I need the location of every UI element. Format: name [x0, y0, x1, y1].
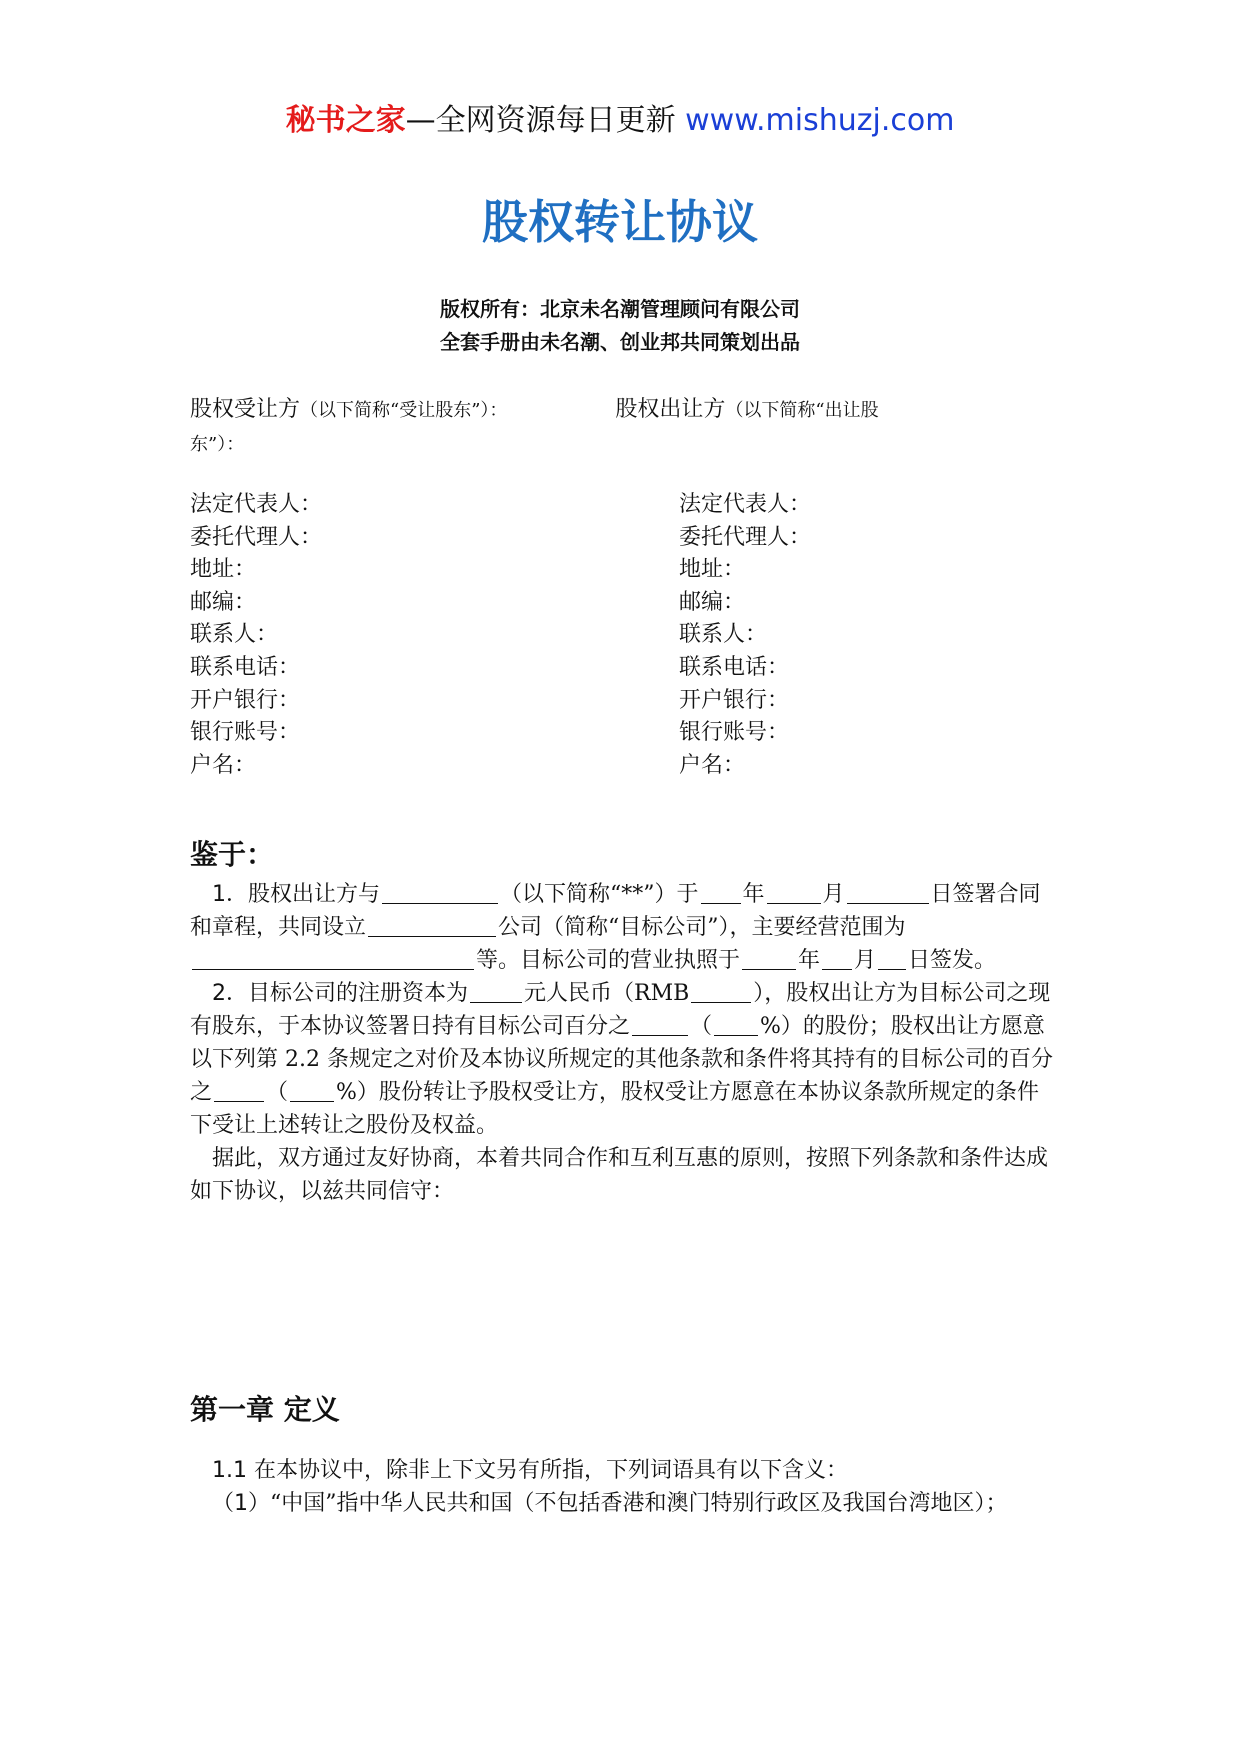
recitals-body: [190, 878, 1060, 1208]
transferor-label: 股权出让方: [615, 397, 726, 422]
field-account: 银行账号：: [190, 720, 301, 746]
field-address: 地址：: [190, 557, 257, 583]
field-address: 地址：: [679, 557, 746, 583]
blank-field[interactable]: [714, 1011, 758, 1036]
blank-field[interactable]: [822, 945, 852, 970]
blank-field[interactable]: [470, 978, 522, 1003]
field-phone: 联系电话：: [190, 654, 301, 680]
field-legal-rep: 法定代表人：: [190, 492, 323, 517]
transferee-label: 股权受让方: [190, 397, 301, 422]
recital-paragraph-1: 1．股权出让方与 （以下简称“**”）于 年 月 日签署合同和章程，共同设立 公司（简称“目标公司”），主要经营范围为等。目标公司的营业执照于 年 月 日签发。: [190, 878, 1060, 977]
blank-field[interactable]: [214, 1077, 264, 1102]
definition-item-1: （1）“中国”指中华人民共和国（不包括香港和澳门特别行政区及我国台湾地区）；: [212, 1491, 1008, 1516]
banner-url-link[interactable]: www.mishuzj.com: [685, 103, 955, 138]
site-banner: [0, 101, 1240, 141]
field-postcode: 邮编：: [679, 589, 746, 615]
blank-field[interactable]: [847, 879, 929, 904]
recital-paragraph-3: 据此，双方通过友好协商，本着共同合作和互利互惠的原则，按照下列条款和条件达成如下协议，以兹共同信守：: [190, 1146, 1049, 1204]
field-agent: 委托代理人：: [190, 524, 323, 550]
copyright-block: [0, 293, 1240, 359]
field-contact: 联系人：: [190, 622, 279, 648]
field-bank: 开户银行：: [679, 687, 790, 713]
transferor-abbr-1: （以下简称“出让股: [725, 400, 879, 421]
blank-field[interactable]: [382, 879, 498, 904]
field-phone: 联系电话：: [679, 654, 790, 680]
field-postcode: 邮编：: [190, 589, 257, 615]
blank-field[interactable]: [742, 945, 796, 970]
blank-field[interactable]: [368, 912, 496, 937]
field-bank: 开户银行：: [190, 687, 301, 713]
parties-header: [190, 393, 1060, 461]
copyright-line-1: 版权所有：北京未名潮管理顾问有限公司: [440, 297, 800, 321]
blank-field[interactable]: [878, 945, 906, 970]
blank-field[interactable]: [767, 879, 821, 904]
field-contact: 联系人：: [679, 622, 768, 648]
document-title: 股权转让协议: [482, 195, 758, 249]
field-account-name: 户名：: [679, 752, 746, 778]
blank-field[interactable]: [632, 1011, 688, 1036]
transferor-abbr-2: 东”）：: [190, 434, 245, 455]
transferee-abbr: （以下简称“受让股东”）：: [300, 400, 508, 421]
blank-field[interactable]: [290, 1077, 334, 1102]
copyright-line-2: 全套手册由未名潮、创业邦共同策划出品: [440, 330, 800, 354]
field-legal-rep: 法定代表人：: [679, 492, 812, 517]
blank-field[interactable]: [192, 945, 474, 970]
banner-slogan: —全网资源每日更新: [405, 103, 676, 138]
blank-field[interactable]: [701, 879, 741, 904]
field-account-name: 户名：: [190, 752, 257, 778]
transferor-fields: [679, 489, 811, 782]
recitals-heading: 鉴于：: [190, 838, 275, 871]
transferee-fields: [190, 489, 322, 782]
banner-brand: 秘书之家: [285, 103, 406, 138]
chapter-1-body: [190, 1454, 1060, 1520]
blank-field[interactable]: [691, 978, 751, 1003]
field-account: 银行账号：: [679, 720, 790, 746]
field-agent: 委托代理人：: [679, 524, 812, 550]
recital-paragraph-2: 2．目标公司的注册资本为 元人民币（RMB ），股权出让方为目标公司之现有股东，于本协议签署日持有目标公司百分之 （ %）的股份；股权出让方愿意以下列第 2.2 条规定之对价及本协议所规定的其他条款和条件将其持有的目标公司的百分之 （ %）股份转让予股权受让方，股权受让方愿意在本协议条款所规定的条件下受让上述转让之股份及权益。: [190, 977, 1060, 1142]
chapter-1-heading: 第一章 定义: [190, 1393, 340, 1426]
definition-intro: 1.1 在本协议中，除非上下文另有所指，下列词语具有以下含义：: [212, 1458, 849, 1483]
